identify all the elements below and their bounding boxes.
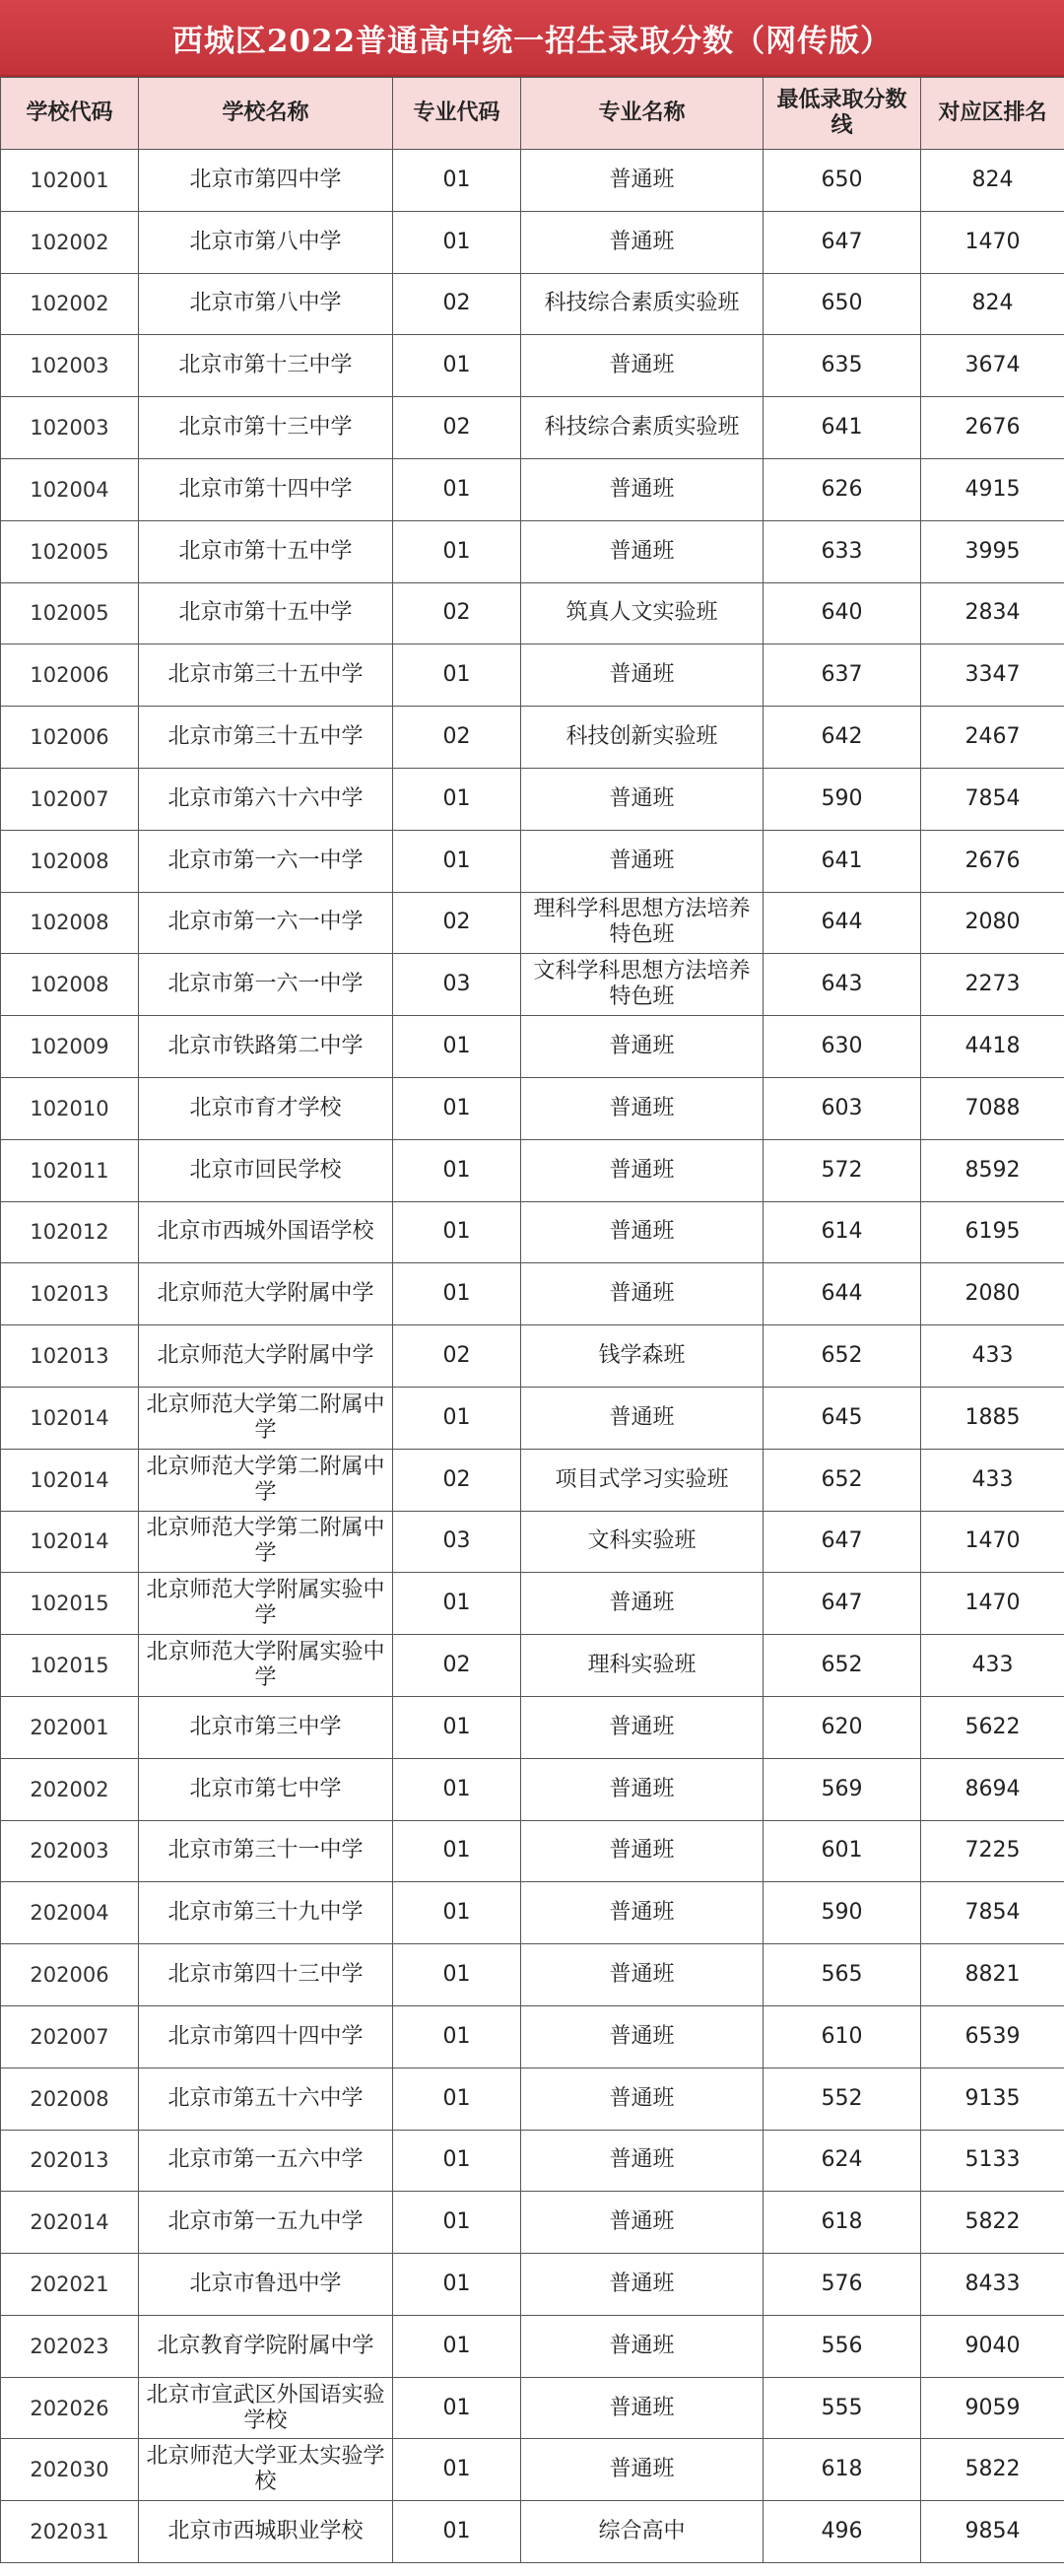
- program-code-cell: 01: [393, 1820, 521, 1882]
- min-score-cell: 572: [764, 1139, 921, 1201]
- district-rank-cell: 1885: [921, 1387, 1064, 1449]
- table-row: [1, 2005, 1064, 2068]
- min-score-cell: 624: [764, 2130, 921, 2192]
- program-name-cell: 普通班: [521, 2005, 764, 2068]
- school-code-cell: 102009: [1, 1016, 139, 1078]
- school-name-cell: 北京市第一五六中学: [139, 2130, 393, 2192]
- table-row: [1, 458, 1064, 520]
- school-code-cell: 202002: [1, 1758, 139, 1820]
- district-rank-cell: 1470: [921, 1511, 1064, 1573]
- min-score-cell: 641: [764, 397, 921, 459]
- school-name-cell: 北京市西城外国语学校: [139, 1201, 393, 1263]
- min-score-cell: 652: [764, 1635, 921, 1697]
- table-row: [1, 1325, 1064, 1388]
- table-row: [1, 1387, 1064, 1449]
- program-code-cell: 01: [393, 768, 521, 830]
- district-rank-cell: 9135: [921, 2068, 1064, 2130]
- school-name-cell: 北京师范大学附属实验中学: [139, 1573, 393, 1635]
- table-row: [1, 1944, 1064, 2006]
- program-code-cell: 01: [393, 2501, 521, 2563]
- min-score-cell: 618: [764, 2192, 921, 2254]
- table-row: [1, 1139, 1064, 1201]
- page-title: 西城区2022普通高中统一招生录取分数（网传版）: [0, 0, 1064, 77]
- program-code-cell: 02: [393, 1635, 521, 1697]
- program-name-cell: 筑真人文实验班: [521, 582, 764, 644]
- school-code-cell: 102005: [1, 520, 139, 582]
- district-rank-cell: 433: [921, 1325, 1064, 1388]
- district-rank-cell: 9854: [921, 2501, 1064, 2563]
- program-name-cell: 综合高中: [521, 2501, 764, 2563]
- school-code-cell: 202006: [1, 1944, 139, 2006]
- school-name-cell: 北京教育学院附属中学: [139, 2315, 393, 2377]
- min-score-cell: 555: [764, 2377, 921, 2439]
- district-rank-cell: 3995: [921, 520, 1064, 582]
- school-code-cell: 102013: [1, 1263, 139, 1325]
- min-score-cell: 635: [764, 335, 921, 397]
- program-name-cell: 项目式学习实验班: [521, 1449, 764, 1511]
- table-row: [1, 1511, 1064, 1573]
- program-code-cell: 01: [393, 830, 521, 892]
- program-name-cell: 普通班: [521, 2130, 764, 2192]
- program-name-cell: 普通班: [521, 2192, 764, 2254]
- min-score-cell: 650: [764, 150, 921, 212]
- school-code-cell: 102006: [1, 707, 139, 769]
- program-name-cell: 普通班: [521, 2315, 764, 2377]
- district-rank-cell: 7854: [921, 1882, 1064, 1944]
- district-rank-cell: 4915: [921, 458, 1064, 520]
- min-score-cell: 496: [764, 2501, 921, 2563]
- program-code-cell: 01: [393, 2005, 521, 2068]
- min-score-cell: 652: [764, 1325, 921, 1388]
- program-code-cell: 01: [393, 520, 521, 582]
- school-code-cell: 102011: [1, 1139, 139, 1201]
- min-score-cell: 642: [764, 707, 921, 769]
- program-name-cell: 文科实验班: [521, 1511, 764, 1573]
- school-name-cell: 北京师范大学附属中学: [139, 1263, 393, 1325]
- table-row: [1, 707, 1064, 769]
- table-row: [1, 2501, 1064, 2563]
- program-name-cell: 普通班: [521, 1820, 764, 1882]
- table-row: [1, 644, 1064, 707]
- min-score-cell: 647: [764, 211, 921, 273]
- district-rank-cell: 2834: [921, 582, 1064, 644]
- district-rank-cell: 824: [921, 273, 1064, 335]
- district-rank-cell: 5133: [921, 2130, 1064, 2192]
- district-rank-cell: 1470: [921, 211, 1064, 273]
- table-row: [1, 2439, 1064, 2501]
- school-code-cell: 102008: [1, 892, 139, 954]
- table-row: [1, 2254, 1064, 2316]
- school-name-cell: 北京市第三中学: [139, 1696, 393, 1758]
- school-code-cell: 102005: [1, 582, 139, 644]
- school-code-cell: 202007: [1, 2005, 139, 2068]
- school-name-cell: 北京市育才学校: [139, 1077, 393, 1139]
- district-rank-cell: 2080: [921, 892, 1064, 954]
- school-name-cell: 北京市宣武区外国语实验学校: [139, 2377, 393, 2439]
- school-code-cell: 102001: [1, 150, 139, 212]
- min-score-cell: 647: [764, 1573, 921, 1635]
- program-name-cell: 普通班: [521, 1016, 764, 1078]
- table-row: [1, 2130, 1064, 2192]
- table-row: [1, 150, 1064, 212]
- program-code-cell: 01: [393, 1263, 521, 1325]
- program-name-cell: 普通班: [521, 211, 764, 273]
- program-name-cell: 普通班: [521, 1758, 764, 1820]
- district-rank-cell: 6195: [921, 1201, 1064, 1263]
- program-code-cell: 01: [393, 1387, 521, 1449]
- program-code-cell: 02: [393, 273, 521, 335]
- school-code-cell: 102002: [1, 211, 139, 273]
- program-name-cell: 普通班: [521, 1696, 764, 1758]
- min-score-cell: 576: [764, 2254, 921, 2316]
- min-score-cell: 641: [764, 830, 921, 892]
- school-name-cell: 北京市第五十六中学: [139, 2068, 393, 2130]
- school-name-cell: 北京市第四中学: [139, 150, 393, 212]
- program-name-cell: 普通班: [521, 1139, 764, 1201]
- district-rank-cell: 5822: [921, 2439, 1064, 2501]
- program-name-cell: 普通班: [521, 1201, 764, 1263]
- table-row: [1, 1573, 1064, 1635]
- district-rank-cell: 9059: [921, 2377, 1064, 2439]
- min-score-cell: 644: [764, 892, 921, 954]
- school-code-cell: 202004: [1, 1882, 139, 1944]
- min-score-cell: 652: [764, 1449, 921, 1511]
- table-row: [1, 1016, 1064, 1078]
- table-row: [1, 273, 1064, 335]
- school-name-cell: 北京市第十五中学: [139, 582, 393, 644]
- school-name-cell: 北京市铁路第二中学: [139, 1016, 393, 1078]
- min-score-cell: 569: [764, 1758, 921, 1820]
- district-rank-cell: 433: [921, 1635, 1064, 1697]
- min-score-cell: 618: [764, 2439, 921, 2501]
- district-rank-cell: 2676: [921, 830, 1064, 892]
- district-rank-cell: 3674: [921, 335, 1064, 397]
- district-rank-cell: 7225: [921, 1820, 1064, 1882]
- min-score-cell: 590: [764, 768, 921, 830]
- school-name-cell: 北京市第十三中学: [139, 397, 393, 459]
- min-score-cell: 640: [764, 582, 921, 644]
- district-rank-cell: 8433: [921, 2254, 1064, 2316]
- program-code-cell: 02: [393, 397, 521, 459]
- min-score-cell: 603: [764, 1077, 921, 1139]
- school-name-cell: 北京市第一六一中学: [139, 954, 393, 1016]
- table-row: [1, 520, 1064, 582]
- school-code-cell: 202021: [1, 2254, 139, 2316]
- program-code-cell: 01: [393, 2068, 521, 2130]
- program-code-cell: 01: [393, 2254, 521, 2316]
- min-score-cell: 565: [764, 1944, 921, 2006]
- program-name-cell: 理科学科思想方法培养特色班: [521, 892, 764, 954]
- program-name-cell: 理科实验班: [521, 1635, 764, 1697]
- school-name-cell: 北京市西城职业学校: [139, 2501, 393, 2563]
- program-name-cell: 普通班: [521, 830, 764, 892]
- district-rank-cell: 2467: [921, 707, 1064, 769]
- school-code-cell: 202008: [1, 2068, 139, 2130]
- min-score-cell: 630: [764, 1016, 921, 1078]
- table-row: [1, 1635, 1064, 1697]
- table-row: [1, 335, 1064, 397]
- program-name-cell: 科技综合素质实验班: [521, 397, 764, 459]
- program-name-cell: 普通班: [521, 335, 764, 397]
- school-name-cell: 北京师范大学第二附属中学: [139, 1449, 393, 1511]
- district-rank-cell: 1470: [921, 1573, 1064, 1635]
- program-code-cell: 01: [393, 150, 521, 212]
- min-score-cell: 610: [764, 2005, 921, 2068]
- program-code-cell: 02: [393, 1325, 521, 1388]
- header-school-code: 学校代码: [1, 78, 139, 150]
- header-school-name: 学校名称: [139, 78, 393, 150]
- school-code-cell: 202030: [1, 2439, 139, 2501]
- school-name-cell: 北京市鲁迅中学: [139, 2254, 393, 2316]
- program-name-cell: 科技创新实验班: [521, 707, 764, 769]
- table-body: [1, 150, 1064, 2563]
- school-code-cell: 202014: [1, 2192, 139, 2254]
- school-code-cell: 102003: [1, 335, 139, 397]
- program-name-cell: 普通班: [521, 1944, 764, 2006]
- min-score-cell: 626: [764, 458, 921, 520]
- school-name-cell: 北京市第十五中学: [139, 520, 393, 582]
- district-rank-cell: 8592: [921, 1139, 1064, 1201]
- school-name-cell: 北京市第三十一中学: [139, 1820, 393, 1882]
- program-code-cell: 01: [393, 1573, 521, 1635]
- min-score-cell: 650: [764, 273, 921, 335]
- program-name-cell: 普通班: [521, 1263, 764, 1325]
- district-rank-cell: 3347: [921, 644, 1064, 707]
- program-code-cell: 01: [393, 335, 521, 397]
- program-code-cell: 01: [393, 2439, 521, 2501]
- program-code-cell: 01: [393, 2377, 521, 2439]
- min-score-cell: 645: [764, 1387, 921, 1449]
- min-score-cell: 590: [764, 1882, 921, 1944]
- table-row: [1, 397, 1064, 459]
- program-name-cell: 普通班: [521, 1882, 764, 1944]
- school-code-cell: 102012: [1, 1201, 139, 1263]
- district-rank-cell: 8694: [921, 1758, 1064, 1820]
- school-code-cell: 102003: [1, 397, 139, 459]
- program-code-cell: 02: [393, 707, 521, 769]
- min-score-cell: 614: [764, 1201, 921, 1263]
- school-code-cell: 102014: [1, 1387, 139, 1449]
- school-name-cell: 北京市第四十三中学: [139, 1944, 393, 2006]
- header-min-score: 最低录取分数线: [764, 78, 921, 150]
- program-code-cell: 01: [393, 1944, 521, 2006]
- program-name-cell: 普通班: [521, 150, 764, 212]
- school-code-cell: 102014: [1, 1511, 139, 1573]
- program-name-cell: 普通班: [521, 2068, 764, 2130]
- school-code-cell: 102008: [1, 954, 139, 1016]
- school-name-cell: 北京师范大学附属实验中学: [139, 1635, 393, 1697]
- min-score-cell: 556: [764, 2315, 921, 2377]
- min-score-cell: 637: [764, 644, 921, 707]
- school-code-cell: 102006: [1, 644, 139, 707]
- school-name-cell: 北京市第八中学: [139, 273, 393, 335]
- district-rank-cell: 9040: [921, 2315, 1064, 2377]
- min-score-cell: 643: [764, 954, 921, 1016]
- school-code-cell: 202031: [1, 2501, 139, 2563]
- school-name-cell: 北京市第三十五中学: [139, 707, 393, 769]
- school-code-cell: 102015: [1, 1635, 139, 1697]
- table-row: [1, 1758, 1064, 1820]
- program-code-cell: 01: [393, 1696, 521, 1758]
- table-row: [1, 2068, 1064, 2130]
- district-rank-cell: 7854: [921, 768, 1064, 830]
- program-code-cell: 01: [393, 1882, 521, 1944]
- school-name-cell: 北京市第一六一中学: [139, 830, 393, 892]
- program-name-cell: 钱学森班: [521, 1325, 764, 1388]
- program-code-cell: 01: [393, 2192, 521, 2254]
- school-name-cell: 北京市第三十五中学: [139, 644, 393, 707]
- school-name-cell: 北京市第四十四中学: [139, 2005, 393, 2068]
- program-code-cell: 03: [393, 954, 521, 1016]
- school-code-cell: 202013: [1, 2130, 139, 2192]
- district-rank-cell: 6539: [921, 2005, 1064, 2068]
- program-code-cell: 02: [393, 892, 521, 954]
- program-code-cell: 01: [393, 2315, 521, 2377]
- table-row: [1, 954, 1064, 1016]
- school-code-cell: 102014: [1, 1449, 139, 1511]
- table-row: [1, 1449, 1064, 1511]
- school-name-cell: 北京市回民学校: [139, 1139, 393, 1201]
- table-row: [1, 1696, 1064, 1758]
- program-code-cell: 01: [393, 1077, 521, 1139]
- program-name-cell: 普通班: [521, 1387, 764, 1449]
- school-code-cell: 102008: [1, 830, 139, 892]
- program-name-cell: 普通班: [521, 2254, 764, 2316]
- school-code-cell: 102013: [1, 1325, 139, 1388]
- district-rank-cell: 8821: [921, 1944, 1064, 2006]
- district-rank-cell: 4418: [921, 1016, 1064, 1078]
- program-name-cell: 普通班: [521, 644, 764, 707]
- program-name-cell: 普通班: [521, 2439, 764, 2501]
- school-name-cell: 北京市第八中学: [139, 211, 393, 273]
- school-name-cell: 北京师范大学亚太实验学校: [139, 2439, 393, 2501]
- program-name-cell: 文科学科思想方法培养特色班: [521, 954, 764, 1016]
- district-rank-cell: 2080: [921, 1263, 1064, 1325]
- school-name-cell: 北京市第三十九中学: [139, 1882, 393, 1944]
- program-name-cell: 普通班: [521, 458, 764, 520]
- program-code-cell: 01: [393, 211, 521, 273]
- program-code-cell: 03: [393, 1511, 521, 1573]
- table-row: [1, 2315, 1064, 2377]
- district-rank-cell: 2676: [921, 397, 1064, 459]
- table-row: [1, 1201, 1064, 1263]
- district-rank-cell: 5822: [921, 2192, 1064, 2254]
- program-code-cell: 01: [393, 644, 521, 707]
- school-name-cell: 北京师范大学第二附属中学: [139, 1511, 393, 1573]
- program-code-cell: 01: [393, 1139, 521, 1201]
- school-name-cell: 北京市第七中学: [139, 1758, 393, 1820]
- district-rank-cell: 5622: [921, 1696, 1064, 1758]
- program-name-cell: 普通班: [521, 1573, 764, 1635]
- district-rank-cell: 824: [921, 150, 1064, 212]
- school-code-cell: 102002: [1, 273, 139, 335]
- min-score-cell: 620: [764, 1696, 921, 1758]
- district-rank-cell: 7088: [921, 1077, 1064, 1139]
- district-rank-cell: 433: [921, 1449, 1064, 1511]
- min-score-cell: 644: [764, 1263, 921, 1325]
- table-row: [1, 2377, 1064, 2439]
- school-code-cell: 102015: [1, 1573, 139, 1635]
- program-name-cell: 普通班: [521, 520, 764, 582]
- school-name-cell: 北京市第十三中学: [139, 335, 393, 397]
- program-code-cell: 01: [393, 2130, 521, 2192]
- min-score-cell: 601: [764, 1820, 921, 1882]
- header-program-code: 专业代码: [393, 78, 521, 150]
- admission-score-table: [0, 77, 1064, 2563]
- school-code-cell: 202001: [1, 1696, 139, 1758]
- school-code-cell: 202026: [1, 2377, 139, 2439]
- header-program-name: 专业名称: [521, 78, 764, 150]
- table-row: [1, 892, 1064, 954]
- table-row: [1, 768, 1064, 830]
- program-code-cell: 01: [393, 1201, 521, 1263]
- program-name-cell: 科技综合素质实验班: [521, 273, 764, 335]
- school-name-cell: 北京市第十四中学: [139, 458, 393, 520]
- school-code-cell: 202023: [1, 2315, 139, 2377]
- program-name-cell: 普通班: [521, 768, 764, 830]
- program-code-cell: 02: [393, 582, 521, 644]
- school-name-cell: 北京市第一六一中学: [139, 892, 393, 954]
- school-name-cell: 北京师范大学第二附属中学: [139, 1387, 393, 1449]
- table-row: [1, 582, 1064, 644]
- table-row: [1, 1263, 1064, 1325]
- table-row: [1, 1820, 1064, 1882]
- school-name-cell: 北京师范大学附属中学: [139, 1325, 393, 1388]
- school-code-cell: 102004: [1, 458, 139, 520]
- school-name-cell: 北京市第一五九中学: [139, 2192, 393, 2254]
- table-header-row: [1, 78, 1064, 150]
- table-row: [1, 1077, 1064, 1139]
- school-name-cell: 北京市第六十六中学: [139, 768, 393, 830]
- district-rank-cell: 2273: [921, 954, 1064, 1016]
- school-code-cell: 102007: [1, 768, 139, 830]
- program-code-cell: 01: [393, 1016, 521, 1078]
- program-code-cell: 02: [393, 1449, 521, 1511]
- min-score-cell: 633: [764, 520, 921, 582]
- table-row: [1, 211, 1064, 273]
- min-score-cell: 647: [764, 1511, 921, 1573]
- min-score-cell: 552: [764, 2068, 921, 2130]
- table-row: [1, 830, 1064, 892]
- school-code-cell: 102010: [1, 1077, 139, 1139]
- table-row: [1, 2192, 1064, 2254]
- header-district-rank: 对应区排名: [921, 78, 1064, 150]
- table-row: [1, 1882, 1064, 1944]
- program-code-cell: 01: [393, 1758, 521, 1820]
- school-code-cell: 202003: [1, 1820, 139, 1882]
- program-name-cell: 普通班: [521, 2377, 764, 2439]
- program-code-cell: 01: [393, 458, 521, 520]
- program-name-cell: 普通班: [521, 1077, 764, 1139]
